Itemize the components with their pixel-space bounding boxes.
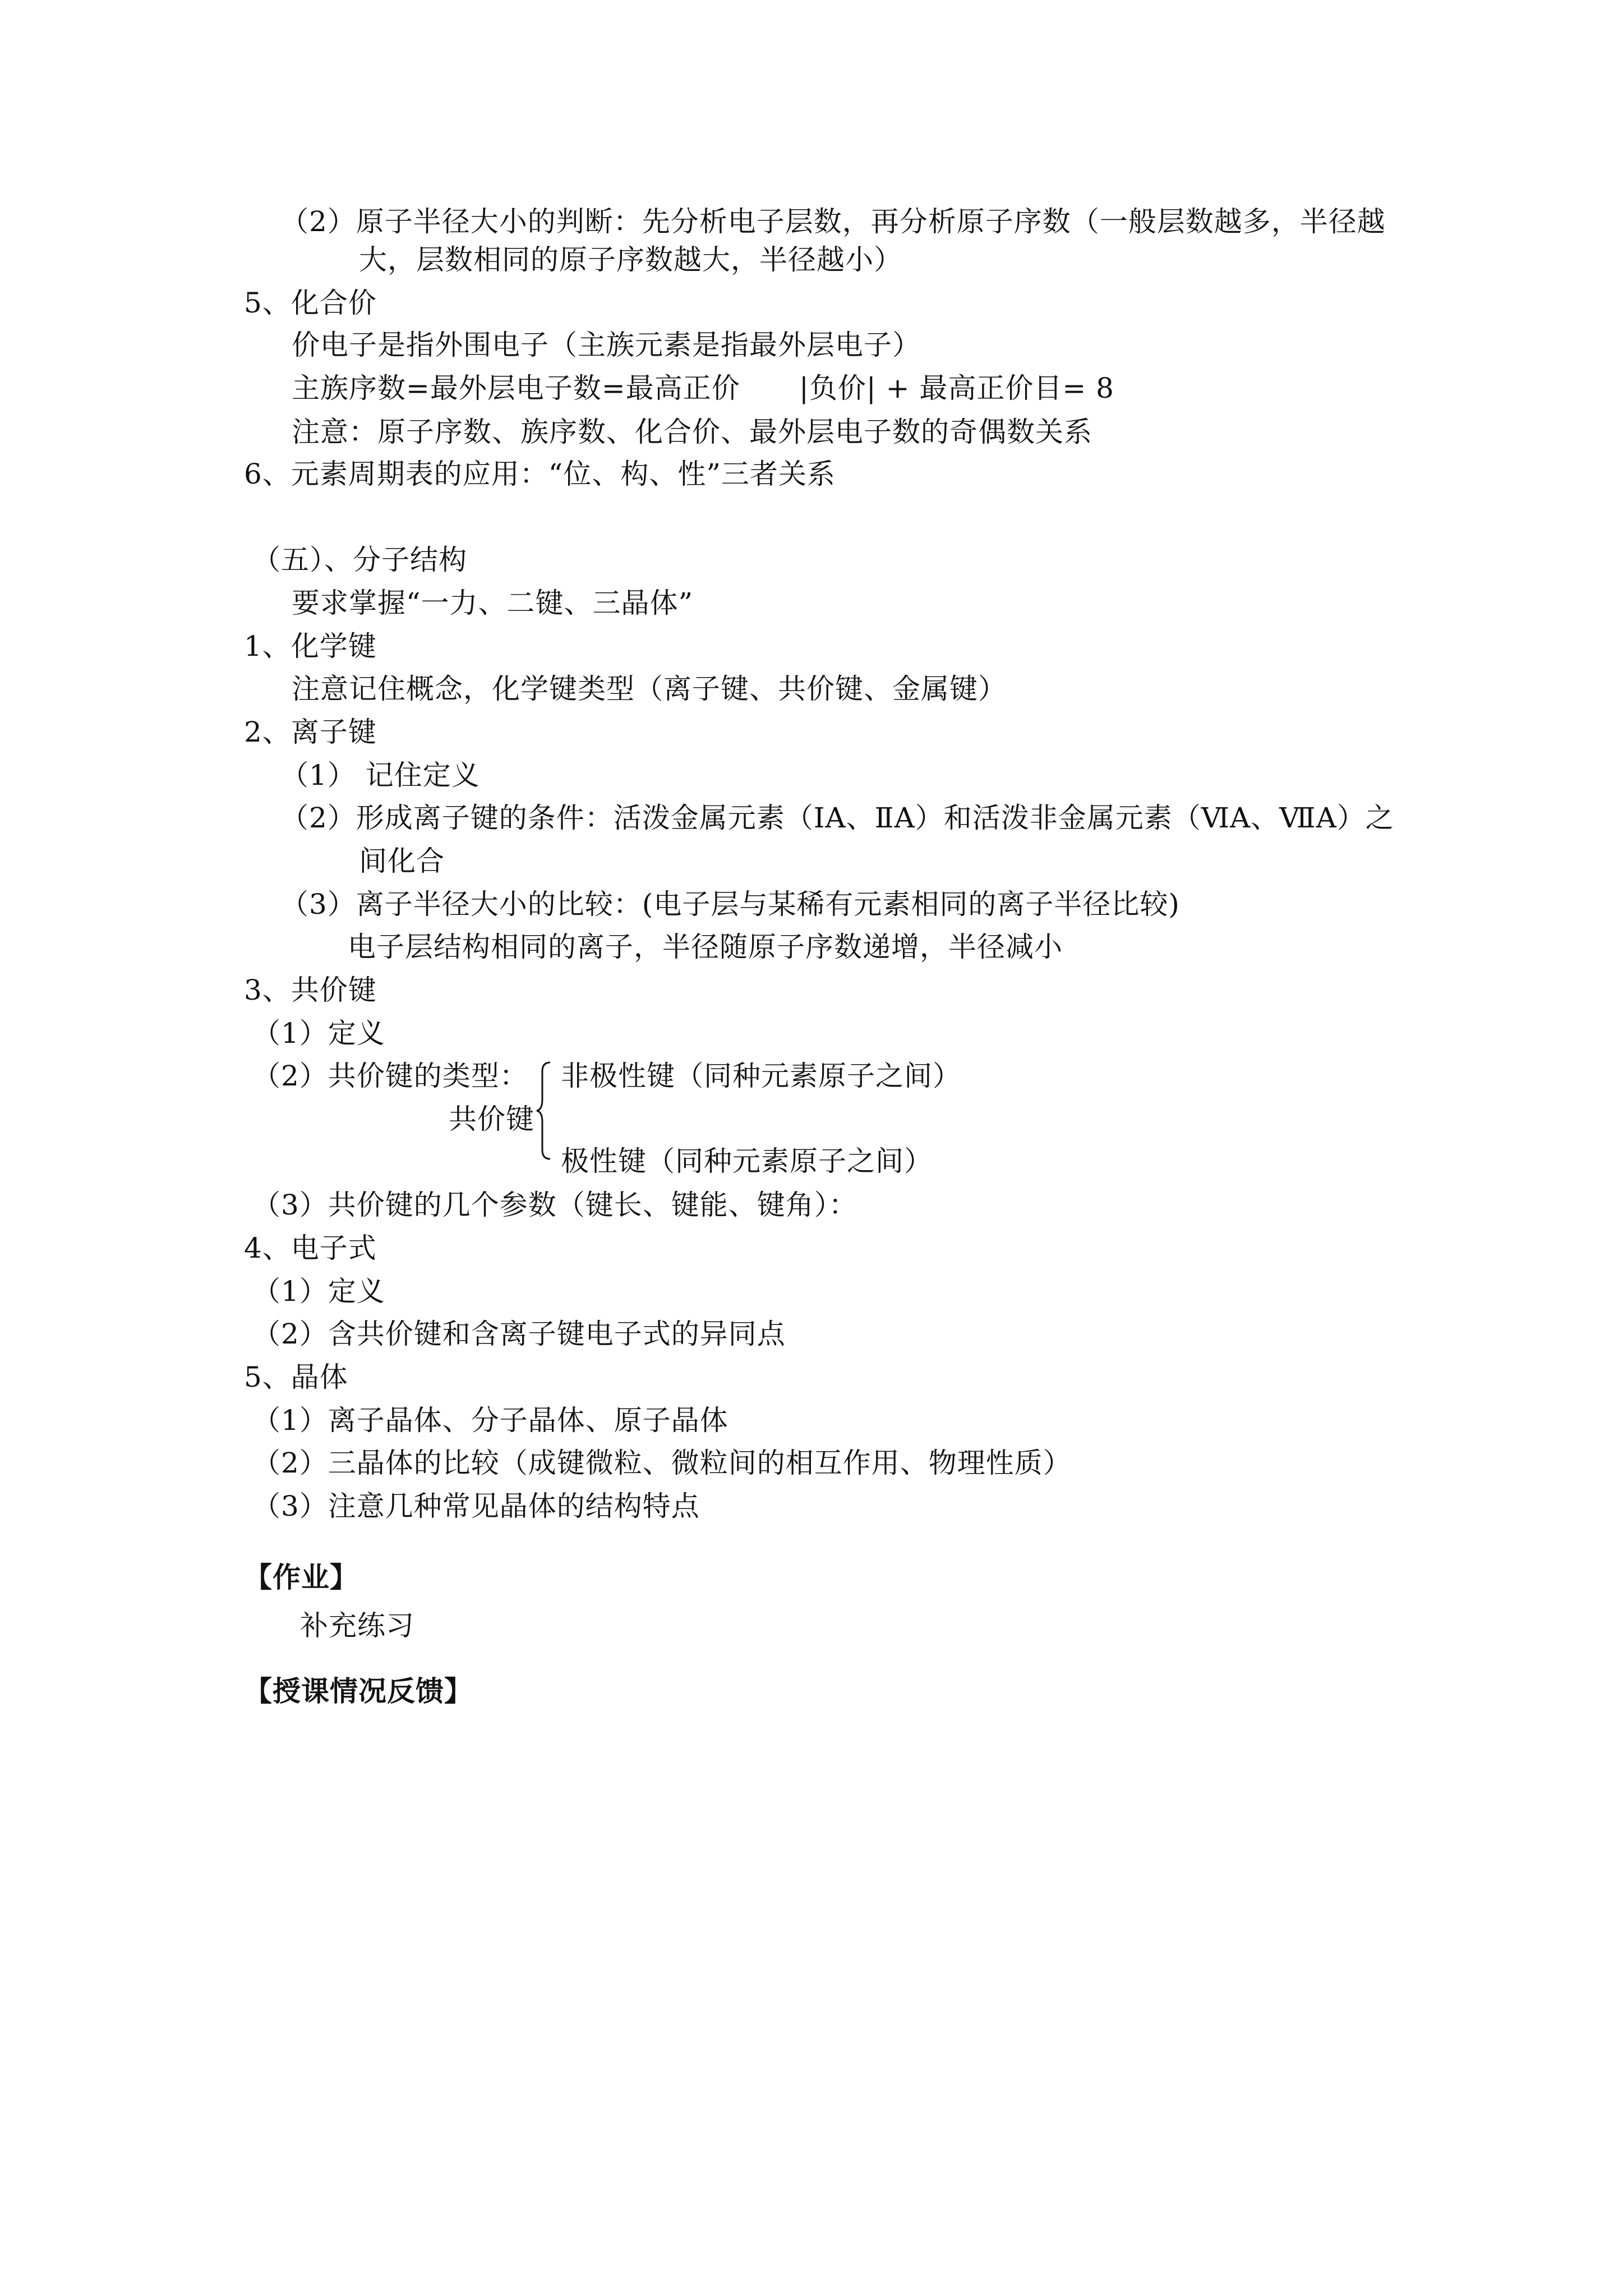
curly-brace-icon — [536, 1060, 546, 1161]
heading-covalent-bond: 3、共价键 — [244, 974, 377, 1006]
heading-crystal: 5、晶体 — [244, 1361, 348, 1393]
ionic-bond-item1: （1） 记住定义 — [280, 759, 480, 792]
homework-title: 【作业】 — [244, 1561, 358, 1594]
valence-sum-rule-text: |负价| + 最高正价目= 8 — [799, 372, 1114, 404]
homework-text: 补充练习 — [300, 1609, 414, 1642]
covalent-type-polar: 极性键（同种元素原子之间） — [561, 1145, 933, 1177]
atomic-radius-item-line2: 大，层数相同的原子序数越大，半径越小） — [359, 243, 902, 276]
covalent-type-nonpolar: 非极性键（同种元素原子之间） — [561, 1060, 961, 1092]
crystal-item1: （1）离子晶体、分子晶体、原子晶体 — [252, 1404, 728, 1437]
valence-electrons-text: 价电子是指外围电子（主族元素是指最外层电子） — [292, 329, 921, 361]
crystal-item3: （3）注意几种常见晶体的结构特点 — [252, 1490, 700, 1522]
chemical-bond-text: 注意记住概念，化学键类型（离子键、共价键、金属键） — [292, 673, 1007, 705]
heading-valence: 5、化合价 — [244, 287, 377, 319]
ionic-bond-item2-line2: 间化合 — [359, 845, 445, 877]
covalent-bond-item3: （3）共价键的几个参数（键长、键能、键角）： — [252, 1189, 857, 1221]
feedback-title: 【授课情况反馈】 — [244, 1674, 473, 1708]
crystal-item2: （2）三晶体的比较（成键微粒、微粒间的相互作用、物理性质） — [252, 1447, 1072, 1479]
covalent-bond-item1: （1）定义 — [252, 1017, 385, 1050]
atomic-radius-item-line1: （2）原子半径大小的判断：先分析电子层数，再分析原子序数（一般层数越多，半径越 — [280, 205, 1386, 238]
section-intro: 要求掌握“一力、二键、三晶体” — [292, 587, 694, 619]
heading-ionic-bond: 2、离子键 — [244, 716, 377, 748]
covalent-bond-item2: （2）共价键的类型： — [252, 1060, 528, 1092]
heading-chemical-bond: 1、化学键 — [244, 630, 377, 662]
ionic-bond-item3-line1: （3）离子半径大小的比较：(电子层与某稀有元素相同的离子半径比较) — [280, 888, 1180, 921]
electron-formula-item2: （2）含共价键和含离子键电子式的异同点 — [252, 1318, 786, 1350]
heading-electron-formula: 4、电子式 — [244, 1232, 377, 1264]
section-title-molecular-structure: （五）、分子结构 — [252, 544, 467, 576]
valence-rule-text: 主族序数=最外层电子数=最高正价 — [292, 372, 740, 404]
covalent-brace-label: 共价键 — [449, 1103, 534, 1135]
ionic-bond-item2-line1: （2）形成离子键的条件：活泼金属元素（ⅠA、ⅡA）和活泼非金属元素（ⅥA、ⅦA）之 — [280, 802, 1394, 834]
electron-formula-item1: （1）定义 — [252, 1275, 385, 1308]
valence-note-text: 注意：原子序数、族序数、化合价、最外层电子数的奇偶数关系 — [292, 416, 1092, 448]
heading-periodic-table-application: 6、元素周期表的应用：“位、构、性”三者关系 — [244, 458, 836, 490]
ionic-bond-item3-line2: 电子层结构相同的离子，半径随原子序数递增，半径减小 — [348, 931, 1063, 963]
